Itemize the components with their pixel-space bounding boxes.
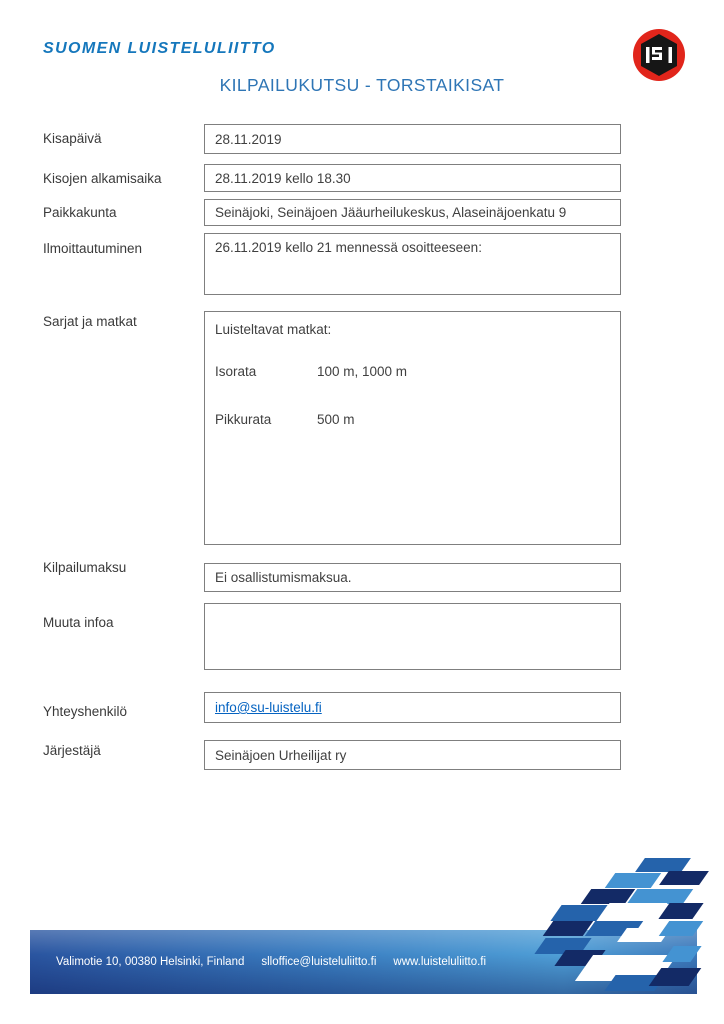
deco-parallelogram (598, 903, 667, 919)
sarjat-distances-pikkurata: 500 m (317, 412, 355, 427)
field-value-jarjestaja: Seinäjoen Urheilijat ry (215, 747, 347, 763)
field-box-yhteyshenkilo[interactable] (204, 692, 621, 723)
field-box-muuta-infoa[interactable] (204, 603, 621, 670)
deco-parallelogram (605, 873, 662, 888)
field-value-kilpailumaksu: Ei osallistumismaksua. (215, 570, 352, 585)
deco-parallelogram (627, 889, 694, 904)
field-label-jarjestaja: Järjestäjä (43, 743, 101, 758)
field-box-sarjat[interactable] (204, 311, 621, 545)
deco-parallelogram (662, 946, 701, 962)
field-value-alkamisaika: 28.11.2019 kello 18.30 (215, 170, 351, 186)
document-title: KILPAILUKUTSU - TORSTAIKISAT (219, 75, 505, 95)
footer-email: slloffice@luisteluliitto.fi (261, 956, 377, 968)
field-label-muuta-infoa: Muuta infoa (43, 615, 114, 630)
club-emblem-icon (633, 29, 685, 81)
sarjat-distances-isorata: 100 m, 1000 m (317, 364, 408, 379)
field-box-kilpailumaksu[interactable] (204, 563, 621, 592)
field-label-kisapaiva: Kisapäivä (43, 131, 102, 146)
field-box-alkamisaika[interactable] (204, 164, 621, 192)
field-value-kisapaiva: 28.11.2019 (215, 131, 282, 147)
field-value-ilmoittautuminen: 26.11.2019 kello 21 mennessä osoitteeseen: (215, 240, 482, 255)
deco-parallelogram (659, 921, 704, 936)
field-label-sarjat: Sarjat ja matkat (43, 314, 137, 329)
field-box-ilmoittautuminen[interactable] (204, 233, 621, 295)
field-label-alkamisaika: Kisojen alkamisaika (43, 171, 162, 186)
field-value-paikkakunta: Seinäjoki, Seinäjoen Jääurheilukeskus, Alaseinäjoenkatu 9 (215, 205, 567, 220)
field-box-kisapaiva[interactable] (204, 124, 621, 154)
field-box-jarjestaja[interactable] (204, 740, 621, 770)
footer-address: Valimotie 10, 00380 Helsinki, Finland (56, 956, 245, 968)
sarjat-track-isorata: Isorata (215, 364, 257, 379)
deco-parallelogram (635, 858, 691, 872)
contact-email-link[interactable]: info@su-luistelu.fi (215, 700, 322, 715)
field-box-paikkakunta[interactable] (204, 199, 621, 226)
field-label-paikkakunta: Paikkakunta (43, 205, 117, 220)
deco-parallelogram (659, 871, 709, 885)
sarjat-header: Luisteltavat matkat: (215, 322, 332, 337)
footer-website: www.luisteluliitto.fi (393, 956, 487, 968)
federation-wordmark: SUOMEN LUISTELULIITTO (43, 40, 276, 57)
field-label-ilmoittautuminen: Ilmoittautuminen (43, 241, 143, 256)
footer-deco-pattern (528, 852, 700, 1010)
sarjat-track-pikkurata: Pikkurata (215, 412, 272, 427)
field-label-kilpailumaksu: Kilpailumaksu (43, 560, 127, 575)
club-logo (633, 29, 685, 81)
field-label-yhteyshenkilo: Yhteyshenkilö (43, 704, 128, 719)
